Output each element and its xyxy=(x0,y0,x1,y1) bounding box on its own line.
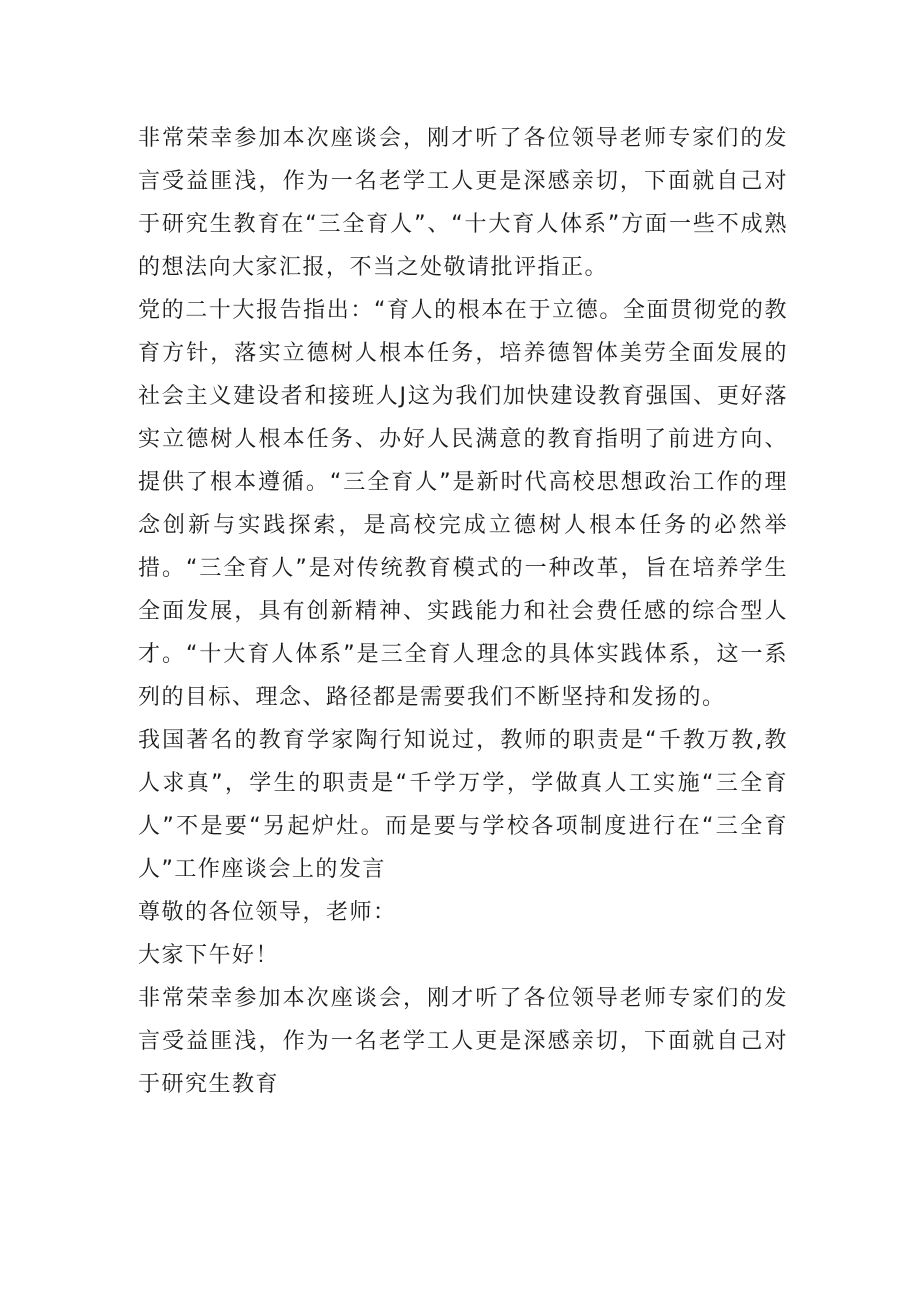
document-body xyxy=(138,117,788,1106)
paragraph-tao-xingzhi-quote: 我国著名的教育学家陶行知说过，教师的职责是“千教万教,教人求真”，学生的职责是“千学万学，学做真人工实施“三全育人”不是要“另起炉灶。而是要与学校各项制度进行在“三全育人”工作座谈会上的发言 xyxy=(138,728,788,882)
paragraph-salutation: 尊敬的各位领导，老师： xyxy=(138,900,397,925)
paragraph-party-congress-report: 党的二十大报告指出：“育人的根本在于立德。全面贯彻党的教育方针，落实立德树人根本任务，培养德智体美劳全面发展的社会主义建设者和接班人J这为我们加快建设教育强国、更好落实立德树人根本任务、办好人民满意的教育指明了前进方向、提供了根本遵循。“三全育人”是新时代高校思想政治工作的理念创新与实践探索，是高校完成立德树人根本任务的必然举措。“三全育人”是对传统教育模式的一种改革，旨在培养学生全面发展，具有创新精神、实践能力和社会费任感的综合型人才。“十大育人体系”是三全育人理念的具体实践体系，这一系列的目标、理念、路径都是需要我们不断坚持和发扬的。 xyxy=(138,298,789,710)
paragraph-greeting: 大家下午好！ xyxy=(138,943,280,968)
paragraph-opening-remarks: 非常荣幸参加本次座谈会，刚才听了各位领导老师专家们的发言受益匪浅，作为一名老学工人更是深感亲切，下面就自己对于研究生教育在“三全育人”、“十大育人体系”方面一些不成熟的想法向大家汇报，不当之处敬请批评指正。 xyxy=(138,126,788,280)
paragraph-opening-remarks-repeat: 非常荣幸参加本次座谈会，刚才听了各位领导老师专家们的发言受益匪浅，作为一名老学工人更是深感亲切，下面就自己对于研究生教育 xyxy=(138,986,788,1097)
